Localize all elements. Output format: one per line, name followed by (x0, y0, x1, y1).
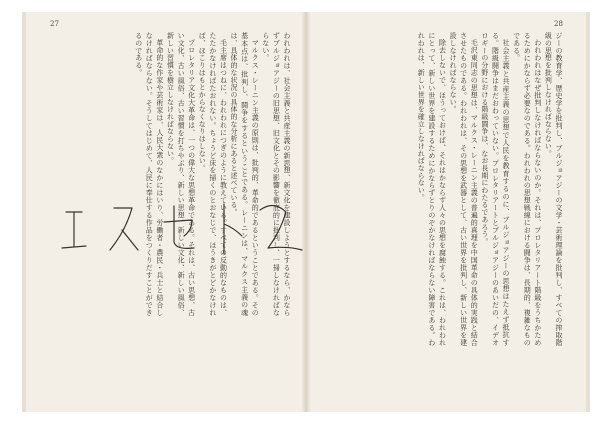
handwritten-note (36, 150, 336, 300)
paragraph: 毛沢東同志の思想は、マルクス・レーニン主義の普遍的真理を中国革命の具体的実践と結合させたものである。われわれは、その思想を武器として、古い世界を批判し、新しい世界を建設しなければならない。 (449, 32, 479, 346)
right-page-body (320, 32, 564, 346)
left-page-number: 27 (50, 20, 59, 28)
paragraph: 革命的な作家や芸術家は、人民大衆のなかにはいり、労働者・農民・兵士と結合しなければならない。そうしてはじめて、人民に奉仕する作品をつくりだすことができるのである。 (134, 32, 164, 316)
right-page-number: 28 (554, 20, 563, 28)
paragraph: われわれは、社会主義と共産主義の新思想、新文化を建設しようとするなら、かならずブルジョアジーの旧思想、旧文化とその影響を徹底的に批判し、一掃しなければならない。 (261, 32, 291, 316)
paragraph: ジーの教育学、歴史学を批判し、ブルジョアジーの文学・芸術理論を批判し、すべての搾取階級の思想を批判しなければならない。 (544, 32, 563, 346)
paragraph: われわれはなぜ批判しなければならないのか。それは、プロレタリアート階級をうちかためるためにかならず必要なのである。われわれの思想戦線における闘争は、長期的、複雑なものである。 (512, 32, 542, 346)
paragraph: 毛主席はつねに、われわれにつぎのように教えている。すべての反動的なものは、たたかなければたおれない。ちょうど床を掃くのとおなじで、ほうきがとどかなければ、ほこりはもとからなくなりはしない。 (198, 32, 228, 316)
paragraph: マルクス・レーニン主義の原則は、批判的、革命的であるということである。その基本点は、批判し、闘争をするということである。レーニンは、マルクス主義の魂は、具体的な状況の具体的な分析にあると述べている。 (230, 32, 260, 316)
page-edge-right (586, 12, 590, 412)
paragraph: 除去しないで、ほうっておけば、それはかならず人々の思想を腐蝕する。これは、われわれにとって、新しい世界を建設するためにかならずとりのぞかなければならない障害である。われわれは、新しい世界を確立しなければならない。 (417, 32, 447, 346)
page-edge-left (22, 12, 26, 412)
paragraph: 社会主義と共産主義の思想で人民を教育するのに、ブルジョアジーの思想はたえず抵抗する。階級闘争はまだおわっていない。プロレタリアートとブルジョアジーのあいだの、イデオロギーの分野における階級闘争は、なお長期にわたるであろう。 (480, 32, 511, 346)
paragraph: プロレタリア文化大革命は、一つの偉大な思想革命である。それは、古い思想、古い文化、古い風俗、古い習慣を打ちやぶり、新しい思想、新しい文化、新しい風俗、新しい習慣を樹立しなければならない。 (166, 32, 196, 316)
